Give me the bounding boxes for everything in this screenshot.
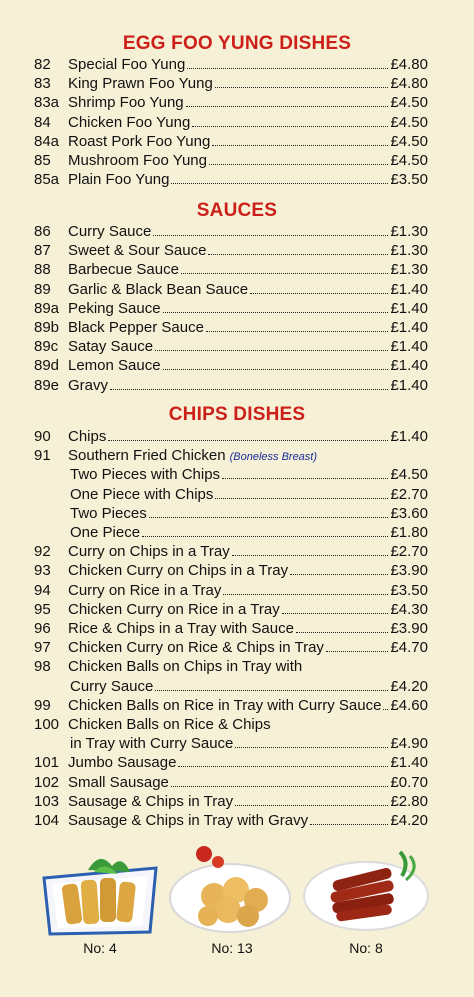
item-name: Shrimp Foo Yung (68, 94, 184, 112)
dot-leader (296, 631, 389, 633)
item-name: Southern Fried Chicken (68, 447, 226, 465)
item-line (68, 151, 428, 170)
item-line (68, 773, 428, 792)
chips-dish-item (34, 677, 428, 696)
item-line (68, 280, 428, 299)
item-name: Chicken Foo Yung (68, 113, 191, 131)
item-price: £4.50 (390, 113, 428, 131)
item-line (68, 811, 428, 830)
item-number: 101 (34, 754, 60, 772)
item-line (68, 376, 428, 395)
item-number: 87 (34, 242, 51, 260)
chips-dish-item (34, 696, 428, 715)
egg-foo-yung-item (34, 93, 428, 112)
egg-foo-yung-item (34, 151, 428, 170)
item-name: Chicken Curry on Rice in a Tray (68, 600, 280, 618)
item-number: 89b (34, 319, 60, 336)
item-line (70, 677, 428, 696)
sauce-item (34, 222, 428, 241)
sauce-item (34, 376, 428, 395)
dot-leader (326, 650, 389, 652)
item-price: £3.90 (390, 562, 428, 580)
item-name: Sausage & Chips in Tray with Gravy (68, 812, 309, 829)
item-line (68, 241, 428, 260)
item-number: 82 (34, 56, 51, 73)
item-name: Chicken Balls on Rice & Chips (68, 716, 271, 733)
item-line (68, 600, 428, 619)
item-price: £1.30 (390, 223, 428, 240)
dot-leader (155, 349, 388, 351)
sauce-item (34, 280, 428, 299)
item-name: Sweet & Sour Sauce (68, 242, 207, 260)
item-name: Black Pepper Sauce (68, 319, 204, 336)
item-number: 85a (34, 171, 60, 189)
item-name: Rice & Chips in a Tray with Sauce (68, 620, 294, 637)
item-name: Roast Pork Foo Yung (68, 132, 211, 150)
item-name: One Piece (70, 524, 141, 541)
dot-leader (178, 765, 388, 767)
item-name: Garlic & Black Bean Sauce (68, 280, 249, 298)
item-price: £4.80 (390, 75, 428, 93)
item-number: 89 (34, 280, 51, 298)
chips-dish-item (34, 734, 428, 753)
chips-dish-item (34, 657, 428, 676)
chips-dish-item (34, 465, 428, 484)
item-line (68, 222, 428, 241)
dot-leader (181, 272, 389, 274)
chips-dish-item (34, 504, 428, 523)
dot-leader (215, 86, 389, 88)
chips-dish-item (34, 619, 428, 638)
item-number: 92 (34, 543, 51, 561)
item-line (68, 715, 428, 734)
item-name: Chips (68, 428, 107, 445)
item-line (68, 792, 428, 811)
sauce-item (34, 337, 428, 356)
item-name: Mushroom Foo Yung (68, 152, 207, 169)
dot-leader (223, 593, 388, 595)
dot-leader (222, 477, 388, 479)
chips-dish-item (34, 773, 428, 792)
dot-leader (142, 535, 388, 537)
item-price: £1.40 (390, 428, 428, 445)
item-line (68, 113, 428, 132)
photo-caption-2: No: 13 (211, 940, 253, 956)
item-price: £0.70 (390, 773, 428, 791)
dot-leader (235, 804, 388, 806)
chips-dish-item (34, 485, 428, 504)
sauce-item (34, 299, 428, 318)
item-line (68, 337, 428, 356)
item-number: 86 (34, 223, 51, 240)
dot-leader (215, 497, 388, 499)
item-number: 89a (34, 299, 60, 317)
dot-leader (212, 144, 388, 146)
chips-dish-item (34, 581, 428, 600)
photo-caption-1: No: 4 (83, 940, 117, 956)
item-line (68, 318, 428, 337)
item-price: £3.50 (390, 171, 428, 189)
dot-leader (153, 234, 388, 236)
item-name: King Prawn Foo Yung (68, 75, 213, 93)
dot-leader (171, 182, 388, 184)
item-name: Curry Sauce (70, 677, 154, 695)
item-number: 95 (34, 600, 51, 618)
item-name: Special Foo Yung (68, 56, 186, 73)
item-price: £4.20 (390, 677, 428, 695)
chips-dish-item (34, 542, 428, 561)
item-price: £4.50 (390, 152, 428, 169)
item-name: Two Pieces (70, 504, 147, 522)
item-name: in Tray with Curry Sauce (70, 735, 234, 753)
item-price: £1.40 (390, 754, 428, 772)
item-line (70, 523, 428, 542)
chips-dish-item (34, 811, 428, 830)
item-price: £2.80 (390, 792, 428, 810)
dot-leader (208, 253, 388, 255)
item-price: £4.50 (390, 132, 428, 150)
item-number: 91 (34, 447, 51, 465)
item-name: Two Pieces with Chips (70, 466, 221, 484)
dot-leader (206, 330, 389, 332)
item-number: 84a (34, 132, 60, 150)
egg-foo-yung-item (34, 74, 428, 93)
item-name: Curry on Rice in a Tray (68, 581, 222, 599)
item-price: £4.50 (390, 94, 428, 112)
item-price: £1.30 (390, 261, 428, 279)
dot-leader (163, 368, 389, 370)
item-number: 99 (34, 696, 51, 714)
item-name: Chicken Curry on Rice & Chips in Tray (68, 639, 324, 657)
item-price: £3.90 (390, 620, 428, 637)
item-price: £2.70 (390, 543, 428, 561)
item-line (68, 696, 428, 715)
item-price: £4.90 (390, 735, 428, 753)
item-number: 100 (34, 716, 60, 733)
chicken-balls-photo (166, 846, 294, 936)
item-price: £2.70 (390, 485, 428, 503)
item-number: 97 (34, 639, 51, 657)
item-line (70, 485, 428, 504)
spring-rolls-photo (38, 848, 162, 936)
item-line (68, 93, 428, 112)
item-number: 84 (34, 113, 51, 131)
item-name: Chicken Balls on Chips in Tray with (68, 658, 303, 676)
dot-leader (192, 125, 388, 127)
item-line (68, 74, 428, 93)
item-price: £1.40 (390, 376, 428, 394)
item-price: £4.60 (390, 696, 428, 714)
dot-leader (383, 708, 388, 710)
item-price: £1.80 (390, 524, 428, 541)
sauce-item (34, 318, 428, 337)
item-line (68, 561, 428, 580)
item-line (68, 299, 428, 318)
chips-dish-item (34, 715, 428, 734)
item-line (68, 446, 428, 467)
item-line (70, 465, 428, 484)
dot-leader (282, 612, 389, 614)
item-line (68, 55, 428, 74)
item-price: £4.70 (390, 639, 428, 657)
egg-foo-yung-item (34, 113, 428, 132)
item-name: Peking Sauce (68, 299, 161, 317)
item-line (68, 581, 428, 600)
item-number: 88 (34, 261, 51, 279)
item-number: 93 (34, 562, 51, 580)
item-line (68, 132, 428, 151)
dot-leader (108, 439, 388, 441)
photo-caption-3: No: 8 (349, 940, 383, 956)
item-price: £4.50 (390, 466, 428, 484)
dot-leader (155, 689, 388, 691)
item-name: Small Sausage (68, 773, 169, 791)
item-line (68, 427, 428, 446)
item-name: Lemon Sauce (68, 357, 161, 375)
item-number: 85 (34, 152, 51, 169)
dot-leader (290, 573, 388, 575)
item-name: Chicken Curry on Chips in a Tray (68, 562, 289, 580)
item-name: Chicken Balls on Rice in Tray with Curry Sauce (68, 696, 382, 714)
dot-leader (232, 554, 389, 556)
item-price: £1.40 (390, 338, 428, 356)
item-number: 104 (34, 812, 60, 829)
dot-leader (310, 823, 388, 825)
item-number: 102 (34, 773, 60, 791)
item-price: £3.50 (390, 581, 428, 599)
item-line (68, 657, 428, 676)
item-number: 98 (34, 658, 51, 676)
dot-leader (235, 746, 388, 748)
dot-leader (186, 105, 389, 107)
item-line (68, 170, 428, 189)
item-number: 103 (34, 792, 60, 810)
item-price: £4.20 (390, 812, 428, 829)
sausages-photo (302, 846, 430, 936)
item-note: (Boneless Breast) (229, 451, 318, 464)
dot-leader (209, 163, 388, 165)
dot-leader (149, 516, 389, 518)
item-name: Curry on Chips in a Tray (68, 543, 230, 561)
item-name: Jumbo Sausage (68, 754, 177, 772)
item-name: One Piece with Chips (70, 485, 214, 503)
egg-foo-yung-title: EGG FOO YUNG DISHES (122, 33, 352, 54)
item-name: Satay Sauce (68, 338, 154, 356)
sauce-item (34, 260, 428, 279)
item-line (68, 638, 428, 657)
item-name: Plain Foo Yung (68, 171, 170, 189)
sauces-title: SAUCES (196, 200, 278, 221)
dot-leader (187, 67, 388, 69)
item-line (70, 734, 428, 753)
item-line (68, 619, 428, 638)
item-price: £1.40 (390, 280, 428, 298)
item-price: £1.40 (390, 357, 428, 375)
item-number: 89c (34, 338, 59, 356)
item-line (68, 542, 428, 561)
chips-dish-item (34, 792, 428, 811)
item-name: Sausage & Chips in Tray (68, 792, 234, 810)
chips-dish-item (34, 561, 428, 580)
item-price: £4.80 (390, 56, 428, 73)
chips-dish-item (34, 753, 428, 772)
item-number: 96 (34, 620, 51, 637)
egg-foo-yung-item (34, 55, 428, 74)
item-number: 83a (34, 94, 60, 112)
chips-dish-item (34, 600, 428, 619)
chips-dish-item (34, 446, 428, 465)
item-number: 83 (34, 75, 51, 93)
dot-leader (250, 292, 388, 294)
egg-foo-yung-item (34, 170, 428, 189)
item-name: Gravy (68, 376, 109, 394)
chips-dish-item (34, 427, 428, 446)
sauce-item (34, 241, 428, 260)
item-number: 89d (34, 357, 60, 375)
item-line (70, 504, 428, 523)
item-price: £1.30 (390, 242, 428, 260)
chips-dish-item (34, 523, 428, 542)
item-number: 89e (34, 376, 60, 394)
item-price: £1.40 (390, 319, 428, 336)
item-name: Curry Sauce (68, 223, 152, 240)
item-name: Barbecue Sauce (68, 261, 179, 279)
egg-foo-yung-item (34, 132, 428, 151)
item-number: 94 (34, 581, 51, 599)
item-price: £4.30 (390, 600, 428, 618)
item-price: £3.60 (390, 504, 428, 522)
item-number: 90 (34, 428, 51, 445)
item-line (68, 260, 428, 279)
dot-leader (163, 311, 389, 313)
dot-leader (171, 785, 389, 787)
chips-dish-item (34, 638, 428, 657)
item-line (68, 753, 428, 772)
sauce-item (34, 356, 428, 375)
chips-dishes-title: CHIPS DISHES (168, 404, 306, 425)
item-price: £1.40 (390, 299, 428, 317)
item-line (68, 356, 428, 375)
dot-leader (110, 388, 388, 390)
